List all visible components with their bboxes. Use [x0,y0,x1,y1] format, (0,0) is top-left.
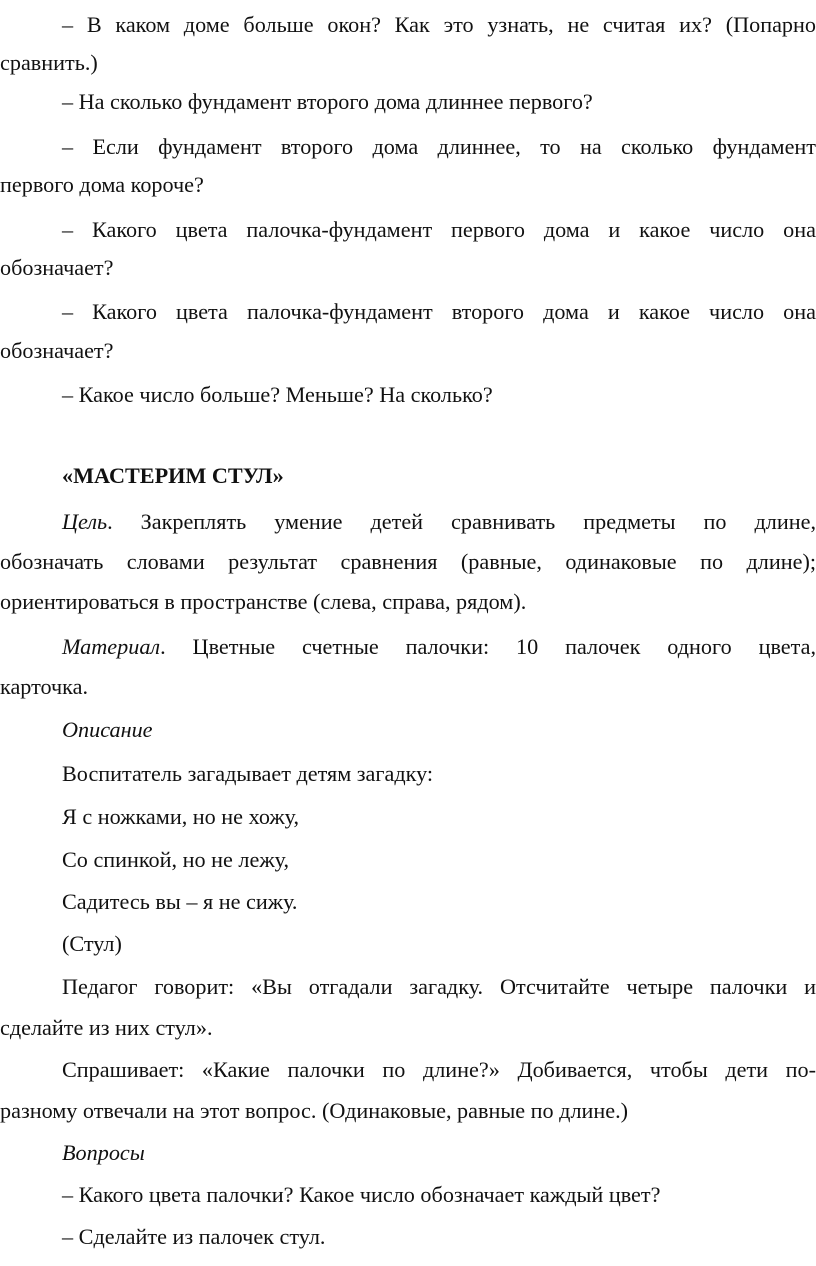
question-line: первого дома короче? [0,172,204,197]
teacher-paragraph-line: Педагог говорит: «Вы отгадали загадку. Отсчитайте четыре палочки и [62,974,816,999]
question-item: – Какого цвета палочки? Какое число обозначает каждый цвет? [62,1182,661,1207]
description-heading: Описание [62,717,153,742]
riddle-line: Со спинкой, но не лежу, [62,847,290,872]
material-paragraph-line [62,633,816,661]
asks-paragraph-line: разному отвечали на этот вопрос. (Одинаковые, равные по длине.) [0,1098,629,1123]
riddle-line: Я с ножками, но не хожу, [62,804,300,829]
teacher-paragraph-line: сделайте из них стул». [0,1015,213,1040]
material-text: . Цветные счетные палочки: 10 палочек одного цвета, [160,634,816,659]
question-line: обозначает? [0,255,114,280]
question-line: – Какого цвета палочка-фундамент первого дома и какое число она [62,217,816,242]
goal-label: Цель [62,509,108,534]
question-line: – На сколько фундамент второго дома длиннее первого? [62,89,593,114]
riddle-answer: (Стул) [62,931,122,956]
riddle-intro: Воспитатель загадывает детям загадку: [62,761,434,786]
question-line: – В каком доме больше окон? Как это узнать, не считая их? (Попарно [62,12,816,37]
riddle-line: Садитесь вы – я не сижу. [62,889,298,914]
material-paragraph-line: карточка. [0,674,89,699]
question-item: – Сделайте из палочек стул. [62,1224,326,1249]
questions-heading: Вопросы [62,1140,145,1165]
goal-paragraph-line: ориентироваться в пространстве (слева, справа, рядом). [0,589,527,614]
goal-text: . Закреплять умение детей сравнивать предметы по длине, [107,509,816,534]
section-title: «МАСТЕРИМ СТУЛ» [62,463,284,488]
question-line: – Если фундамент второго дома длиннее, то на сколько фундамент [62,134,816,159]
question-line: обозначает? [0,338,114,363]
question-line: – Какого цвета палочка-фундамент второго дома и какое число она [62,299,816,324]
question-line: – Какое число больше? Меньше? На сколько? [62,382,493,407]
material-label: Материал [62,634,161,659]
question-line: сравнить.) [0,50,98,75]
goal-paragraph-line [62,508,816,536]
goal-paragraph-line: обозначать словами результат сравнения (равные, одинаковые по длине); [0,549,816,574]
asks-paragraph-line: Спрашивает: «Какие палочки по длине?» Добивается, чтобы дети по- [62,1057,816,1082]
